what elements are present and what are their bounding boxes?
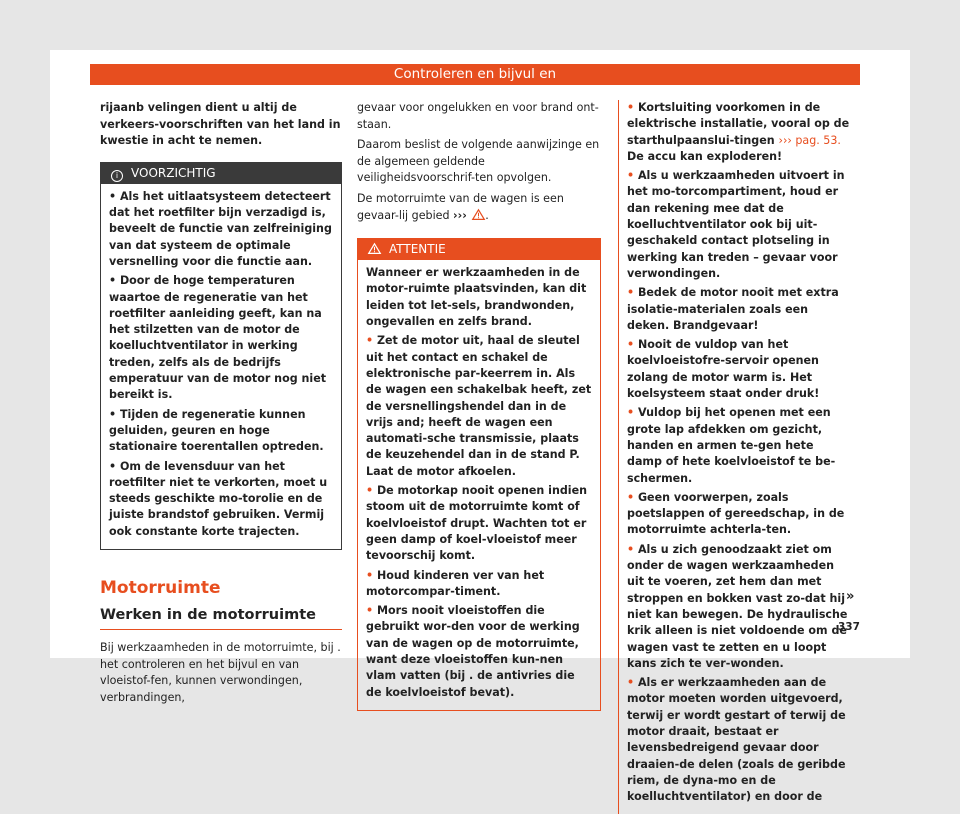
- bullet-icon: •: [366, 484, 377, 498]
- bullet-icon: •: [627, 676, 638, 690]
- warning-triangle-icon: [472, 209, 485, 220]
- page-number: 337: [838, 621, 860, 633]
- bullet-icon: •: [627, 338, 638, 352]
- bullet-icon: •: [366, 334, 377, 348]
- caution-body: [101, 184, 341, 549]
- bullet-icon: •: [366, 604, 377, 618]
- warning-header: [358, 239, 600, 260]
- column-1: [100, 100, 342, 711]
- warning-continued-body: [627, 100, 855, 805]
- continue-mark: »: [846, 589, 855, 604]
- column-3: [618, 100, 860, 814]
- paragraph: Daarom beslist de volgende aanwijzinge en de algemeen geldende veiligheidsvoorschrif-ten opvolgen.: [357, 138, 600, 185]
- bullet-icon: •: [627, 542, 638, 556]
- caution-item: • Als het uitlaatsysteem detecteert dat het roetfilter bijn verzadigd is, beveelt de functie van zelfreiniging van dat systeem de optimale versnelling voor die functie aan.: [109, 189, 332, 268]
- cross-reference-link[interactable]: ››› pag. 53.: [778, 133, 841, 147]
- paragraph: De motorruimte van de wagen is een gevaar-lij gebied ››› .: [357, 191, 564, 222]
- caution-header: [101, 163, 341, 184]
- warning-box: [357, 238, 601, 711]
- bullet-icon: •: [627, 490, 638, 504]
- warning-item: • Mors nooit vloeistoffen die gebruikt wor-den voor de werking van de wagen op de motorruimte, want deze vloeistoffen kun-nen vlam vatten (bij . de antivries die de koelvloeistof bevat).: [366, 604, 580, 699]
- section-title: Motorruimte: [100, 578, 221, 599]
- bullet-icon: •: [366, 568, 377, 582]
- warning-item: • Als er werkzaamheden aan de motor moeten worden uitgevoerd, terwij er wordt gestart of terwij de motor draait, bestaat er levensbedreigend gevaar door draaien-de delen (zoals de geribde riem, de dyna-mo en de koelluchtventilator) en door de: [627, 676, 846, 804]
- caution-item: • Tijden de regeneratie kunnen geluiden, geuren en hoge stationaire toerentallen optreden.: [109, 407, 324, 454]
- warning-lead: Wanneer er werkzaamheden in de motor-ruimte plaatsvinden, kan dit leiden tot let-sels, brandwonden, ongevallen en zelfs brand.: [366, 266, 587, 329]
- bullet-icon: •: [627, 406, 638, 420]
- section-subtitle: Werken in de motorruimte: [100, 607, 342, 631]
- info-circle-icon: i: [111, 170, 123, 182]
- warning-body: [358, 260, 600, 710]
- caution-item: • Om de levensduur van het roetfilter niet te verkorten, moet u steeds geschikte mo-torolie en de juiste brandstof gebruiken. Vermij ook constante korte trajecten.: [109, 459, 328, 538]
- warning-item: • Kortsluiting voorkomen in de elektrische installatie, vooral op de starthulpaanslui-tingen ››› pag. 53. De accu kan exploderen!: [627, 101, 850, 163]
- bullet-icon: •: [627, 286, 638, 300]
- warning-item: • Geen voorwerpen, zoals poetslappen of gereedschap, in de motorruimte achterla-ten.: [627, 490, 845, 537]
- warning-title: ATTENTIE: [389, 242, 446, 257]
- warning-item: • Vuldop bij het openen met een grote lap afdekken om gezicht, handen en armen te-gen hete damp of hete koelvloeistof te be-schermen.: [627, 406, 836, 485]
- warning-item: • Als u zich genoodzaakt ziet om onder de wagen werkzaamheden uit te voeren, zet hem dan met stroppen en bokken vast zo-dat hij niet kan bewegen. De hydraulische krik alleen is niet voldoende om de wagen vast te zetten en u loopt kans zich te ver-wonden.: [627, 542, 848, 670]
- warning-item: • De motorkap nooit openen indien stoom uit de motorruimte komt of koelvloeistof drupt. Wachten tot er geen damp of koel-vloeistof meer tevoorschij komt.: [366, 484, 588, 563]
- warning-continued-box: [618, 100, 860, 814]
- warning-item: • Zet de motor uit, haal de sleutel uit het contact en schakel de elektronische par-keerrem in. Als de wagen een schakelbak heeft, zet de versnellingshendel dan in de vrijs and; heeft de wagen een automati-sche transmissie, plaats de keuzehendel dan in de stand P. Laat de motor afkoelen.: [366, 334, 592, 478]
- body-text: Bij werkzaamheden in de motorruimte, bij . het controleren en het bijvul en van vloeistof-fen, kunnen verwondingen, verbrandingen,: [100, 641, 341, 704]
- column-2: [357, 100, 601, 711]
- warning-item: • Als u werkzaamheden uitvoert in het mo-torcompartiment, houd er dan rekening mee dat de koelluchtventilator ook bij uit-geschakeld contact plotseling in werking kan treden – gevaar voor verwondingen.: [627, 169, 845, 280]
- caution-title: VOORZICHTIG: [131, 165, 216, 180]
- bullet-icon: •: [109, 459, 120, 473]
- caution-box: [100, 162, 342, 550]
- bullet-icon: •: [109, 274, 120, 288]
- bullet-icon: •: [109, 407, 120, 421]
- bullet-icon: •: [627, 169, 638, 183]
- bullet-icon: •: [109, 189, 120, 203]
- intro-text: rijaanb velingen dient u altij de verkeers-voorschriften van het land in kwestie in acht te nemen.: [100, 101, 341, 148]
- bullet-icon: •: [627, 101, 638, 114]
- paragraph: gevaar voor ongelukken en voor brand ont-staan.: [357, 101, 599, 131]
- page-header: Controleren en bijvul en: [90, 64, 860, 85]
- caution-item: • Door de hoge temperaturen waartoe de regeneratie van het roetfilter aanleiding geeft, kan na het stilzetten van de motor de koelluchtventilator in werking treden, zelfs als de bedrijfs emperatuur van de motor nog niet bereikt is.: [109, 274, 327, 402]
- warning-item: • Houd kinderen ver van het motorcompar-timent.: [366, 568, 545, 598]
- warning-item: • Bedek de motor nooit met extra isolatie-materialen zoals een deken. Brandgevaar!: [627, 286, 839, 332]
- warning-item: • Nooit de vuldop van het koelvloeistofre-servoir openen zolang de motor warm is. Het koelsysteem staat onder druk!: [627, 338, 820, 401]
- warning-triangle-icon: [368, 243, 381, 254]
- cross-reference-link[interactable]: ›››: [453, 208, 467, 222]
